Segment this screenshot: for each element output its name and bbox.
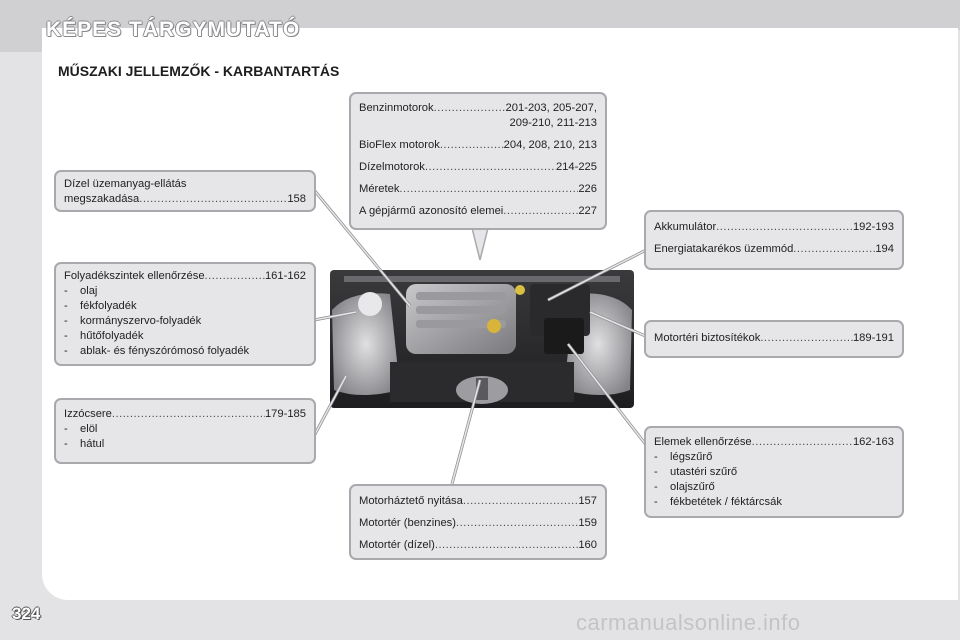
index-row: Motorháztető nyitása ..... 157 [359, 494, 597, 509]
index-row: Dízelmotorok ..... 214-225 [359, 160, 597, 175]
list-item: - kormányszervo-folyadék [64, 315, 202, 327]
page-ref[interactable]: 227 [578, 205, 597, 217]
index-row: Akkumulátor ..... 192-193 [654, 220, 894, 235]
engines-index-box [349, 92, 607, 230]
page-ref[interactable]: 162-163 [852, 436, 894, 448]
checks-index-box [644, 426, 904, 518]
index-row: Benzinmotorok ..... 201-203, 205-207, [359, 101, 597, 116]
page-ref[interactable]: 179-185 [264, 408, 306, 420]
bonnet-index-box [349, 484, 607, 560]
battery-index-box [644, 210, 904, 270]
page-ref[interactable]: 161-162 [264, 270, 306, 282]
list-item: - hűtőfolyadék [64, 330, 144, 342]
list-item: - utastéri szűrő [654, 466, 738, 478]
page-ref[interactable]: 160 [578, 539, 597, 551]
index-row: Motortér (benzines) ..... 159 [359, 516, 597, 531]
page-number: 324 [12, 604, 41, 623]
fluid-levels-box [54, 262, 316, 366]
list-item: - ablak- és fényszórómosó folyadék [64, 345, 250, 357]
list-item: - légszűrő [654, 451, 713, 463]
index-row: Folyadékszintek ellenőrzése ..... 161-162 [64, 269, 306, 284]
page-ref[interactable]: 157 [578, 495, 597, 507]
list-item: - fékfolyadék [64, 300, 137, 312]
engine-bay-photo [330, 270, 634, 408]
list-item: - olajszűrő [654, 481, 715, 493]
page-ref[interactable]: 159 [578, 517, 597, 529]
page-ref[interactable]: 192-193 [852, 221, 894, 233]
index-row: Izzócsere ..... 179-185 [64, 407, 306, 422]
page-ref[interactable]: 201-203, 205-207, [505, 102, 597, 114]
page-ref[interactable]: 226 [578, 183, 597, 195]
index-row: A gépjármű azonosító elemei ..... 227 [359, 204, 597, 219]
fuses-index-box [644, 320, 904, 358]
engine-illustration [330, 270, 634, 408]
diesel-supply-box: Dízel üzemanyag-ellátás megszakadása ..... 158 [54, 170, 316, 212]
index-row: BioFlex motorok ..... 204, 208, 210, 213 [359, 138, 597, 153]
list-item: - hátul [64, 438, 105, 450]
page-ref[interactable]: 158 [287, 193, 306, 205]
page-ref[interactable]: 189-191 [852, 332, 894, 344]
list-item: - fékbetétek / féktárcsák [654, 496, 782, 508]
page-title: KÉPES TÁRGYMUTATÓ [46, 18, 301, 41]
index-row: Motortéri biztosítékok ..... 189-191 [654, 331, 894, 346]
bulb-replacement-box [54, 398, 316, 464]
page-ref[interactable]: 214-225 [555, 161, 597, 173]
index-row: Elemek ellenőrzése ..... 162-163 [654, 435, 894, 450]
index-row: Motortér (dízel) ..... 160 [359, 538, 597, 553]
list-item: - elöl [64, 423, 98, 435]
page-ref[interactable]: 209-210, 211-213 [509, 117, 597, 129]
index-row: Méretek ..... 226 [359, 182, 597, 197]
index-row: Energiatakarékos üzemmód ..... 194 [654, 242, 894, 257]
page-ref[interactable]: 204, 208, 210, 213 [503, 139, 597, 151]
index-row: megszakadása ..... 158 [64, 192, 306, 207]
watermark: carmanualsonline.info [576, 610, 801, 635]
page-ref[interactable]: 194 [875, 243, 894, 255]
list-item: - olaj [64, 285, 98, 297]
section-title: MŰSZAKI JELLEMZŐK - KARBANTARTÁS [58, 63, 340, 79]
